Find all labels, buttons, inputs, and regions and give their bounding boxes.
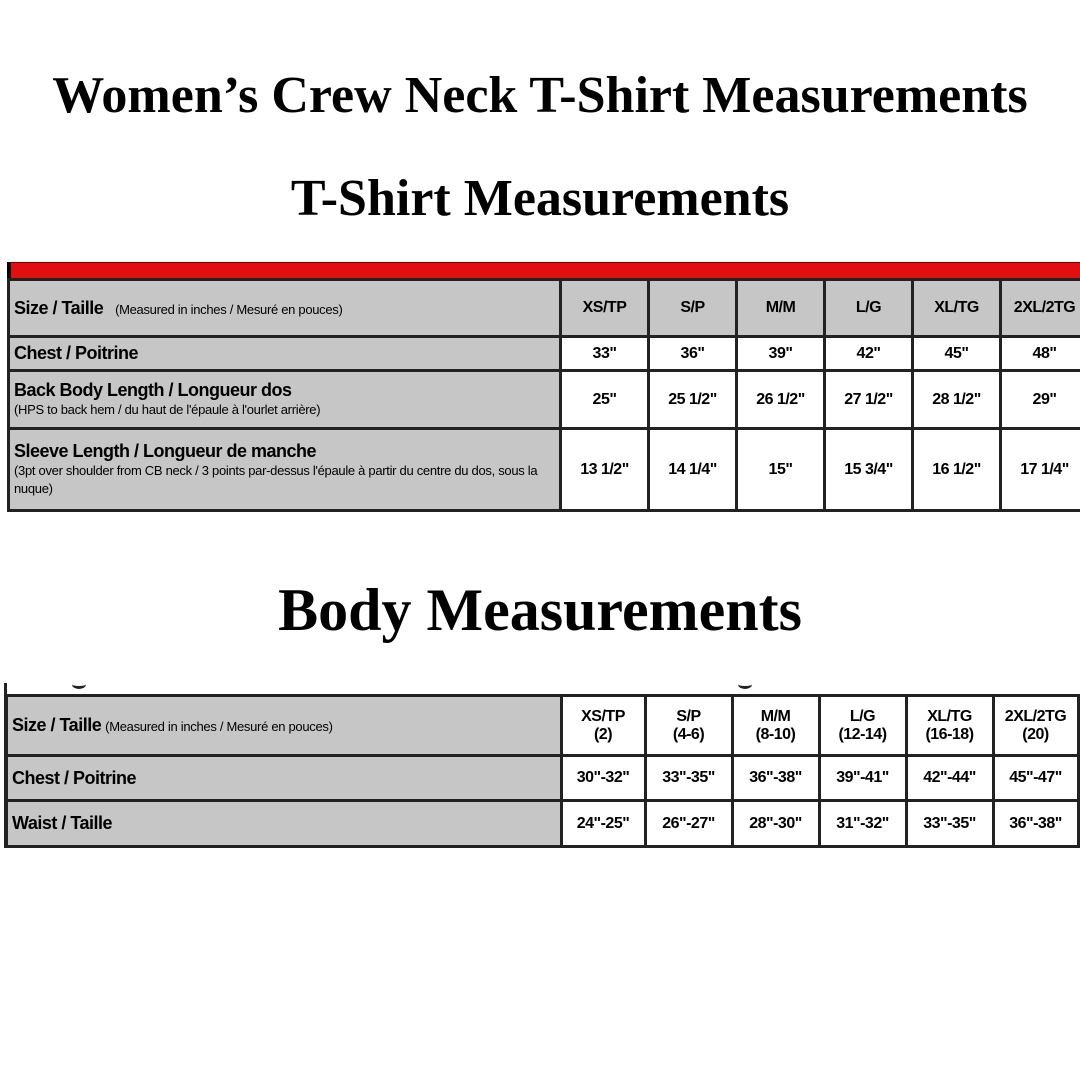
- table-top-edge: [4, 683, 1076, 694]
- units-note: (Measured in inches / Mesuré en pouces): [115, 301, 343, 317]
- row-label-cell: [9, 337, 561, 371]
- table-row: [9, 429, 1080, 511]
- table-row: [6, 756, 1078, 801]
- value-cell: 26"-27": [645, 801, 732, 847]
- row-label-cell: [6, 801, 561, 847]
- body-section-title: Body Measurements: [278, 577, 802, 643]
- size-name: XS/TP: [581, 707, 625, 725]
- size-header: [819, 696, 906, 756]
- value-cell: 13 1/2": [561, 429, 649, 511]
- cropped-glyph-mark: [72, 680, 86, 689]
- value-cell: 45"-47": [993, 756, 1078, 801]
- row-label: Chest / Poitrine: [12, 767, 137, 788]
- value-cell: 25 1/2": [649, 371, 737, 429]
- row-label: Chest / Poitrine: [14, 343, 139, 363]
- size-header: 2XL/2TG: [1001, 280, 1080, 337]
- value-cell: 16 1/2": [913, 429, 1001, 511]
- size-header: [561, 696, 645, 756]
- size-header: XL/TG: [913, 280, 1001, 337]
- table-row: [9, 371, 1080, 429]
- row-label-cell: [9, 429, 561, 511]
- value-cell: 45": [913, 337, 1001, 371]
- value-cell: 28 1/2": [913, 371, 1001, 429]
- value-cell: 27 1/2": [825, 371, 913, 429]
- value-cell: 17 1/4": [1001, 429, 1080, 511]
- size-range: (8-10): [755, 725, 796, 743]
- value-cell: 26 1/2": [737, 371, 825, 429]
- size-header: S/P: [649, 280, 737, 337]
- value-cell: 36": [649, 337, 737, 371]
- size-name: M/M: [760, 707, 791, 725]
- table-row: [6, 801, 1078, 847]
- size-name: XL/TG: [927, 707, 972, 725]
- value-cell: 42"-44": [906, 756, 993, 801]
- size-header: [645, 696, 732, 756]
- size-label: Size / Taille: [14, 297, 104, 318]
- value-cell: 15": [737, 429, 825, 511]
- header-label-cell: [6, 696, 561, 756]
- size-range: (20): [1022, 725, 1049, 743]
- row-note: (HPS to back hem / du haut de l'épaule à l'ourlet arrière): [14, 402, 321, 417]
- body-measurements-table: [4, 694, 1080, 848]
- value-cell: 29": [1001, 371, 1080, 429]
- size-range: (2): [593, 725, 613, 743]
- value-cell: 42": [825, 337, 913, 371]
- table-header-row: [6, 696, 1078, 756]
- size-header: [906, 696, 993, 756]
- size-name: L/G: [849, 707, 876, 725]
- row-label: Sleeve Length / Longueur de manche: [14, 441, 317, 461]
- value-cell: 28"-30": [732, 801, 819, 847]
- value-cell: 48": [1001, 337, 1080, 371]
- size-header: M/M: [737, 280, 825, 337]
- red-accent-bar: [7, 262, 1080, 278]
- size-range: (4-6): [672, 725, 705, 743]
- size-label: Size / Taille: [12, 715, 102, 735]
- row-label-cell: [6, 756, 561, 801]
- value-cell: 39"-41": [819, 756, 906, 801]
- value-cell: 39": [737, 337, 825, 371]
- value-cell: 14 1/4": [649, 429, 737, 511]
- page-title: Women’s Crew Neck T-Shirt Measurements: [52, 67, 1028, 124]
- table-header-row: [9, 280, 1080, 337]
- value-cell: 33"-35": [906, 801, 993, 847]
- size-header: XS/TP: [561, 280, 649, 337]
- row-label: Back Body Length / Longueur dos: [14, 380, 292, 400]
- value-cell: 31"-32": [819, 801, 906, 847]
- cropped-glyph-mark: [738, 680, 752, 689]
- size-range: (12-14): [838, 725, 887, 743]
- tshirt-measurements-table: [7, 278, 1080, 512]
- value-cell: 24"-25": [561, 801, 645, 847]
- value-cell: 25": [561, 371, 649, 429]
- row-label-cell: [9, 371, 561, 429]
- tshirt-section-title: T-Shirt Measurements: [290, 170, 790, 227]
- value-cell: 33": [561, 337, 649, 371]
- size-name: S/P: [676, 707, 701, 725]
- size-name: 2XL/2TG: [1004, 707, 1067, 725]
- table-row: [9, 337, 1080, 371]
- value-cell: 33"-35": [645, 756, 732, 801]
- value-cell: 30"-32": [561, 756, 645, 801]
- header-label-cell: [9, 280, 561, 337]
- value-cell: 36"-38": [993, 801, 1078, 847]
- size-header: [993, 696, 1078, 756]
- size-header: L/G: [825, 280, 913, 337]
- row-label: Waist / Taille: [12, 813, 113, 833]
- value-cell: 15 3/4": [825, 429, 913, 511]
- row-note: (3pt over shoulder from CB neck / 3 points par-dessus l'épaule à partir du centre du dos, sous la nuque): [14, 463, 538, 496]
- units-note: (Measured in inches / Mesuré en pouces): [105, 719, 333, 734]
- value-cell: 36"-38": [732, 756, 819, 801]
- size-range: (16-18): [925, 725, 974, 743]
- size-header: [732, 696, 819, 756]
